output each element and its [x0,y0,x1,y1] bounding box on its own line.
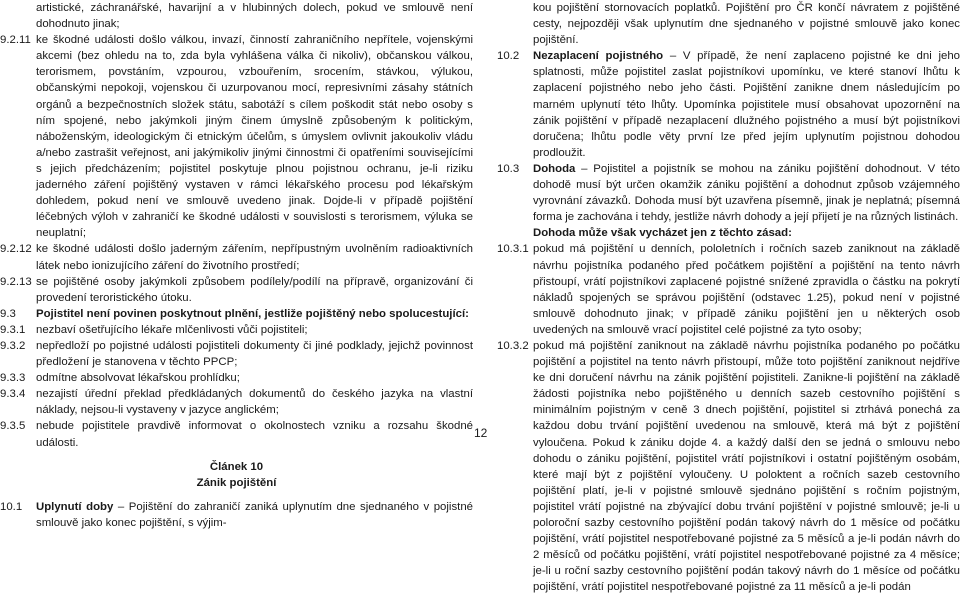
clause-number: 9.3 [0,307,16,320]
clause-text: pokud má pojištění zaniknout na základě návrhu pojistníka podaného po počátku pojištění a pojistitel na tento návrh přistoupí, může toto pojištění zaniknout nejdříve ke dni doručení návrhu na zánik pojištění pojistiteli. Zaniknе-li pojištění na základě žádosti pojistníka nebo pojištěného u denních sazeb cestovního pojištění s minimálním pojistným v ceně 3 dnech pojištění, pojistitel si ztrhává ponechá za každou dobu trvání pojištění uvedenou na smlouvě, která má být z pojištění vyloučena. Pokud k zániku dojde 4. a každý další den se jedná o smlouvu nebo dohodu o zániku pojištění, pojistitel vrátí pojistníkovi i ostatní pojištěným osobám, které mají být z pojištění vyloučeny. U poloktent a ročních sazeb cestovního pojištění platí, je-li v pojistné smlouvě sjednáno pojištění s ročním pojistným, pojistitel vrátí pojistné na zbývající dobu trvání pojištění v pojistné smlouvě; je-li u poloroční sazby cestovního pojištění podán takový návrh do 1 měsíce od počátku pojištění, vrátí pojistitel nespotřebované pojistné za 5 měsíců a je-li podán návrh do 2 měsíců od počátku pojištění, vrátí pojistitel nespotřebované pojistné za 4 měsíce; je-li u roční sazby cestovního pojištění podán takový návrh do 1 měsíce od počátku pojištění, vrátí pojistitel nespotřebované pojistné za 11 měsíců a je-li podán [533,339,960,594]
clause-10-1 [0,499,473,531]
clause-body: – Pojištění do zahraničí zaniká uplynutím dne sjednaného v pojistné smlouvě jako konec pojištění, s výjim- [36,500,473,529]
clause-body: – Pojistitel a pojistník se mohou na zániku pojištění dohodnout. V této dohodě musí být určen okamžik zániku pojištění a dohodnut způsob vzájemného vyrovnání závazků. Dohoda musí být uzavřena písemně, jinak je neplatná; písemná forma je zachována i tehdy, jestliže návrh dohody a její přijetí je na různých listinách. [533,162,960,224]
clause-text: nezbaví ošetřujícího lékaře mlčenlivosti vůči pojistiteli; [36,323,308,336]
left-column [0,0,473,531]
clause-number: 9.3.1 [0,323,26,336]
clause-number: 10.2 [497,50,520,63]
clause-text: ke škodné události došlo válkou, invazí, činností zahraničního nepřítele, vojenskými akcemi (bez ohledu na to, zda byla vyhlášena válka či nikoliv), občanskou válkou, terorismem, povstáním, vzpourou, vzbouřením, srocením, stávkou, výlukou, občanskými nepokoji, vojenskou či uzurpovanou mocí, represivními zásahy státních orgánů a bezpečnostních složek státu, sabotáží s cílem poškodit stát nebo osoby s ním spojené, nebo jakýmkoli jiným činem úmyslně způsobeným k politickým, náboženským, ideologickým či etnickým účelům, s úmyslem ovlivnit jakoukoliv vládu a/nebo zastrašit veřejnost, ani jakýmikoliv jinými činnostmi či opatřeními souvisejícími s jejich předcházením; pojistitel poskytuje plnou pojistnou ochranu, je-li riziku jaderného záření pojištěný vystaven v rámci lékařského procesu pod lékařským dohledem, pokud není ve smlouvě uvedeno jinak. Dojde-li v případě pojištění léčebných výloh v zahraničí ke škodné události v souvislosti s terorismem, výluka se neuplatní; [36,34,473,240]
clause-text [533,161,960,225]
clause-text: se pojištěné osoby jakýmkoli způsobem podílely/podílí na přípravě, organizování či provedení teroristického útoku. [36,275,473,304]
clause-number: 9.2.11 [0,34,31,47]
page-number: 12 [474,426,488,440]
clause-number: 10.3.2 [497,339,529,352]
clause-10-3-intro: Dohoda může však vycházet jen z těchto zásad: [533,227,792,240]
clause-10-3-1 [497,241,960,338]
clause-9-2-12 [0,241,473,273]
clause-number: 9.3.5 [0,420,26,433]
clause-body: – V případě, že není zaplaceno pojistné ke dni jeho splatnosti, může pojistitel zaslat pojistníkovi upomínku, ve které stanoví lhůtu k zaplacení pojistného nebo jeho části. Pojištění zanikne dnem následujícím po marném uplynutí této lhůty. Upomínka pojistitele musí obsahovat upozornění na zánik pojištění v případě nezaplacení dlužného pojistného a musí být pojistníkovi doručena; lhůtu podle věty první lze před jejím uplynutím pojistnou dohodou prodloužit. [533,50,960,159]
clause-10-2 [497,48,960,161]
article-subtitle: Zánik pojištění [196,476,277,489]
continued-paragraph: artistické, záchranářské, havarijní a v hlubinných dolech, pokud ve smlouvě není dohodnuto jinak; [36,2,473,31]
clause-text: pokud má pojištění u denních, pololetních i ročních sazeb zaniknout na základě návrhu pojistníka podaného před počátkem pojištění a pojištění na tento návrh přistoupí, vrátí pojistníkovi zaplacené pojistné snížené zpravidla o částku na pokrytí nákladů spojených se správou pojištění (odstavec 1.25), pokud není v pojistné smlouvě dohodnuto jinak; v případě zániku pojištění jen u některých osob uvedených na smlouvě vrací pojistitel celé pojistné za tyto osoby; [533,243,960,336]
clause-number: 9.3.2 [0,339,26,352]
clause-text [533,48,960,161]
clause-number: 9.3.4 [0,388,26,401]
clause-text: odmítne absolvovat lékařskou prohlídku; [36,372,240,385]
clause-9-3-1 [0,322,473,338]
clause-lead: Dohoda [533,162,576,175]
clause-9-2-11 [0,32,473,241]
clause-text: Pojistitel není povinen poskytnout plnění, jestliže pojištěný nebo spolucestující: [36,307,469,320]
clause-text: nezajistí úřední překlad předkládaných dokumentů do českého jazyka na vlastní náklady, nejsou-li vystaveny v jazyce anglickém; [36,388,473,417]
article-title: Článek 10 [209,460,264,473]
clause-number: 9.2.12 [0,243,32,256]
right-column [497,0,960,595]
clause-10-3 [497,161,960,225]
clause-text [36,499,473,531]
clause-number: 9.2.13 [0,275,32,288]
clause-text: nebude pojistitele pravdivě informovat o okolnostech vzniku a rozsahu škodné události. [36,420,473,449]
clause-9-3-4 [0,386,473,418]
clause-text: nepředloží po pojistné události pojistiteli dokumenty či jiné podklady, jejichž povinnost předložení je stanovena v těchto PPCP; [36,339,473,369]
clause-lead: Nezaplacení pojistného [533,50,664,63]
clause-number: 9.3.3 [0,372,26,385]
clause-9-3-2 [0,338,473,370]
clause-9-3-3 [0,370,473,386]
clause-9-3 [0,306,473,322]
clause-10-3-2 [497,338,960,595]
clause-number: 10.3.1 [497,243,529,256]
clause-number: 10.3 [497,162,520,175]
clause-text: ke škodné události došlo jaderným zářením, nepřípustným uvolněním radioaktivních látek nebo ionizujícího záření do životního prostředí; [36,243,473,272]
clause-lead: Uplynutí doby [36,500,114,513]
clause-number: 10.1 [0,500,23,513]
clause-9-3-5 [0,418,473,450]
article-heading [0,459,473,491]
continued-paragraph: kou pojištění stornovacích poplatků. Pojištění pro ČR končí návratem z pojištěné cesty, nejpozději však uplynutím dne sjednaného v pojistné smlouvě jako konec pojištění. [533,2,960,47]
clause-9-2-13 [0,274,473,306]
